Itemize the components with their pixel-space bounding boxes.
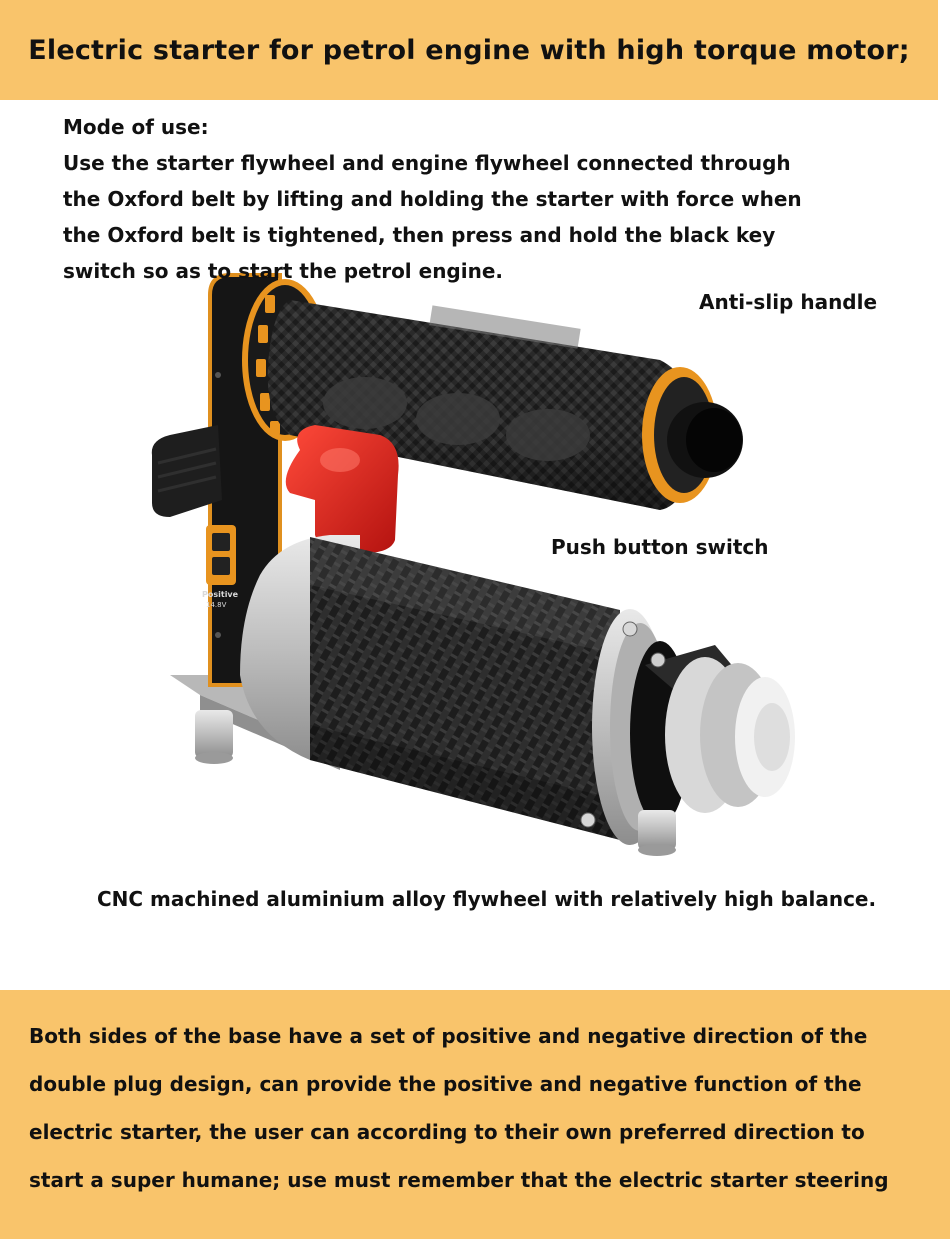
description-line: double plug design, can provide the positive and negative function of the [29,1072,862,1096]
description-line: start a super humane; use must remember that the electric starter steering [29,1168,889,1192]
description-line: Both sides of the base have a set of positive and negative direction of the [29,1024,868,1048]
title-banner [0,0,944,100]
push-button-switch [286,425,399,553]
handle-end-cap [642,367,743,503]
product-illustration [140,255,820,875]
callout-anti-slip-handle: Anti-slip handle [699,290,878,314]
flywheel [630,641,795,856]
page-title: Electric starter for petrol engine with high torque motor; [28,34,910,66]
usage-line: the Oxford belt by lifting and holding the starter with force when [63,187,802,211]
motor-body [240,535,670,845]
port-label: Positive [202,590,239,599]
usage-heading: Mode of use: [63,115,209,139]
callout-push-button-switch: Push button switch [551,535,769,559]
usage-line: switch so as to start the petrol engine. [63,259,503,283]
velcro-strap [152,425,222,517]
description-banner [0,990,950,1239]
description-line: electric starter, the user can according to their own preferred direction to [29,1120,865,1144]
callout-flywheel: CNC machined aluminium alloy flywheel with relatively high balance. [97,887,877,911]
usage-line: Use the starter flywheel and engine flywheel connected through [63,151,791,175]
voltage-label: 14.8V [206,601,227,609]
usage-instructions [63,109,853,289]
usage-line: the Oxford belt is tightened, then press and hold the black key [63,223,776,247]
